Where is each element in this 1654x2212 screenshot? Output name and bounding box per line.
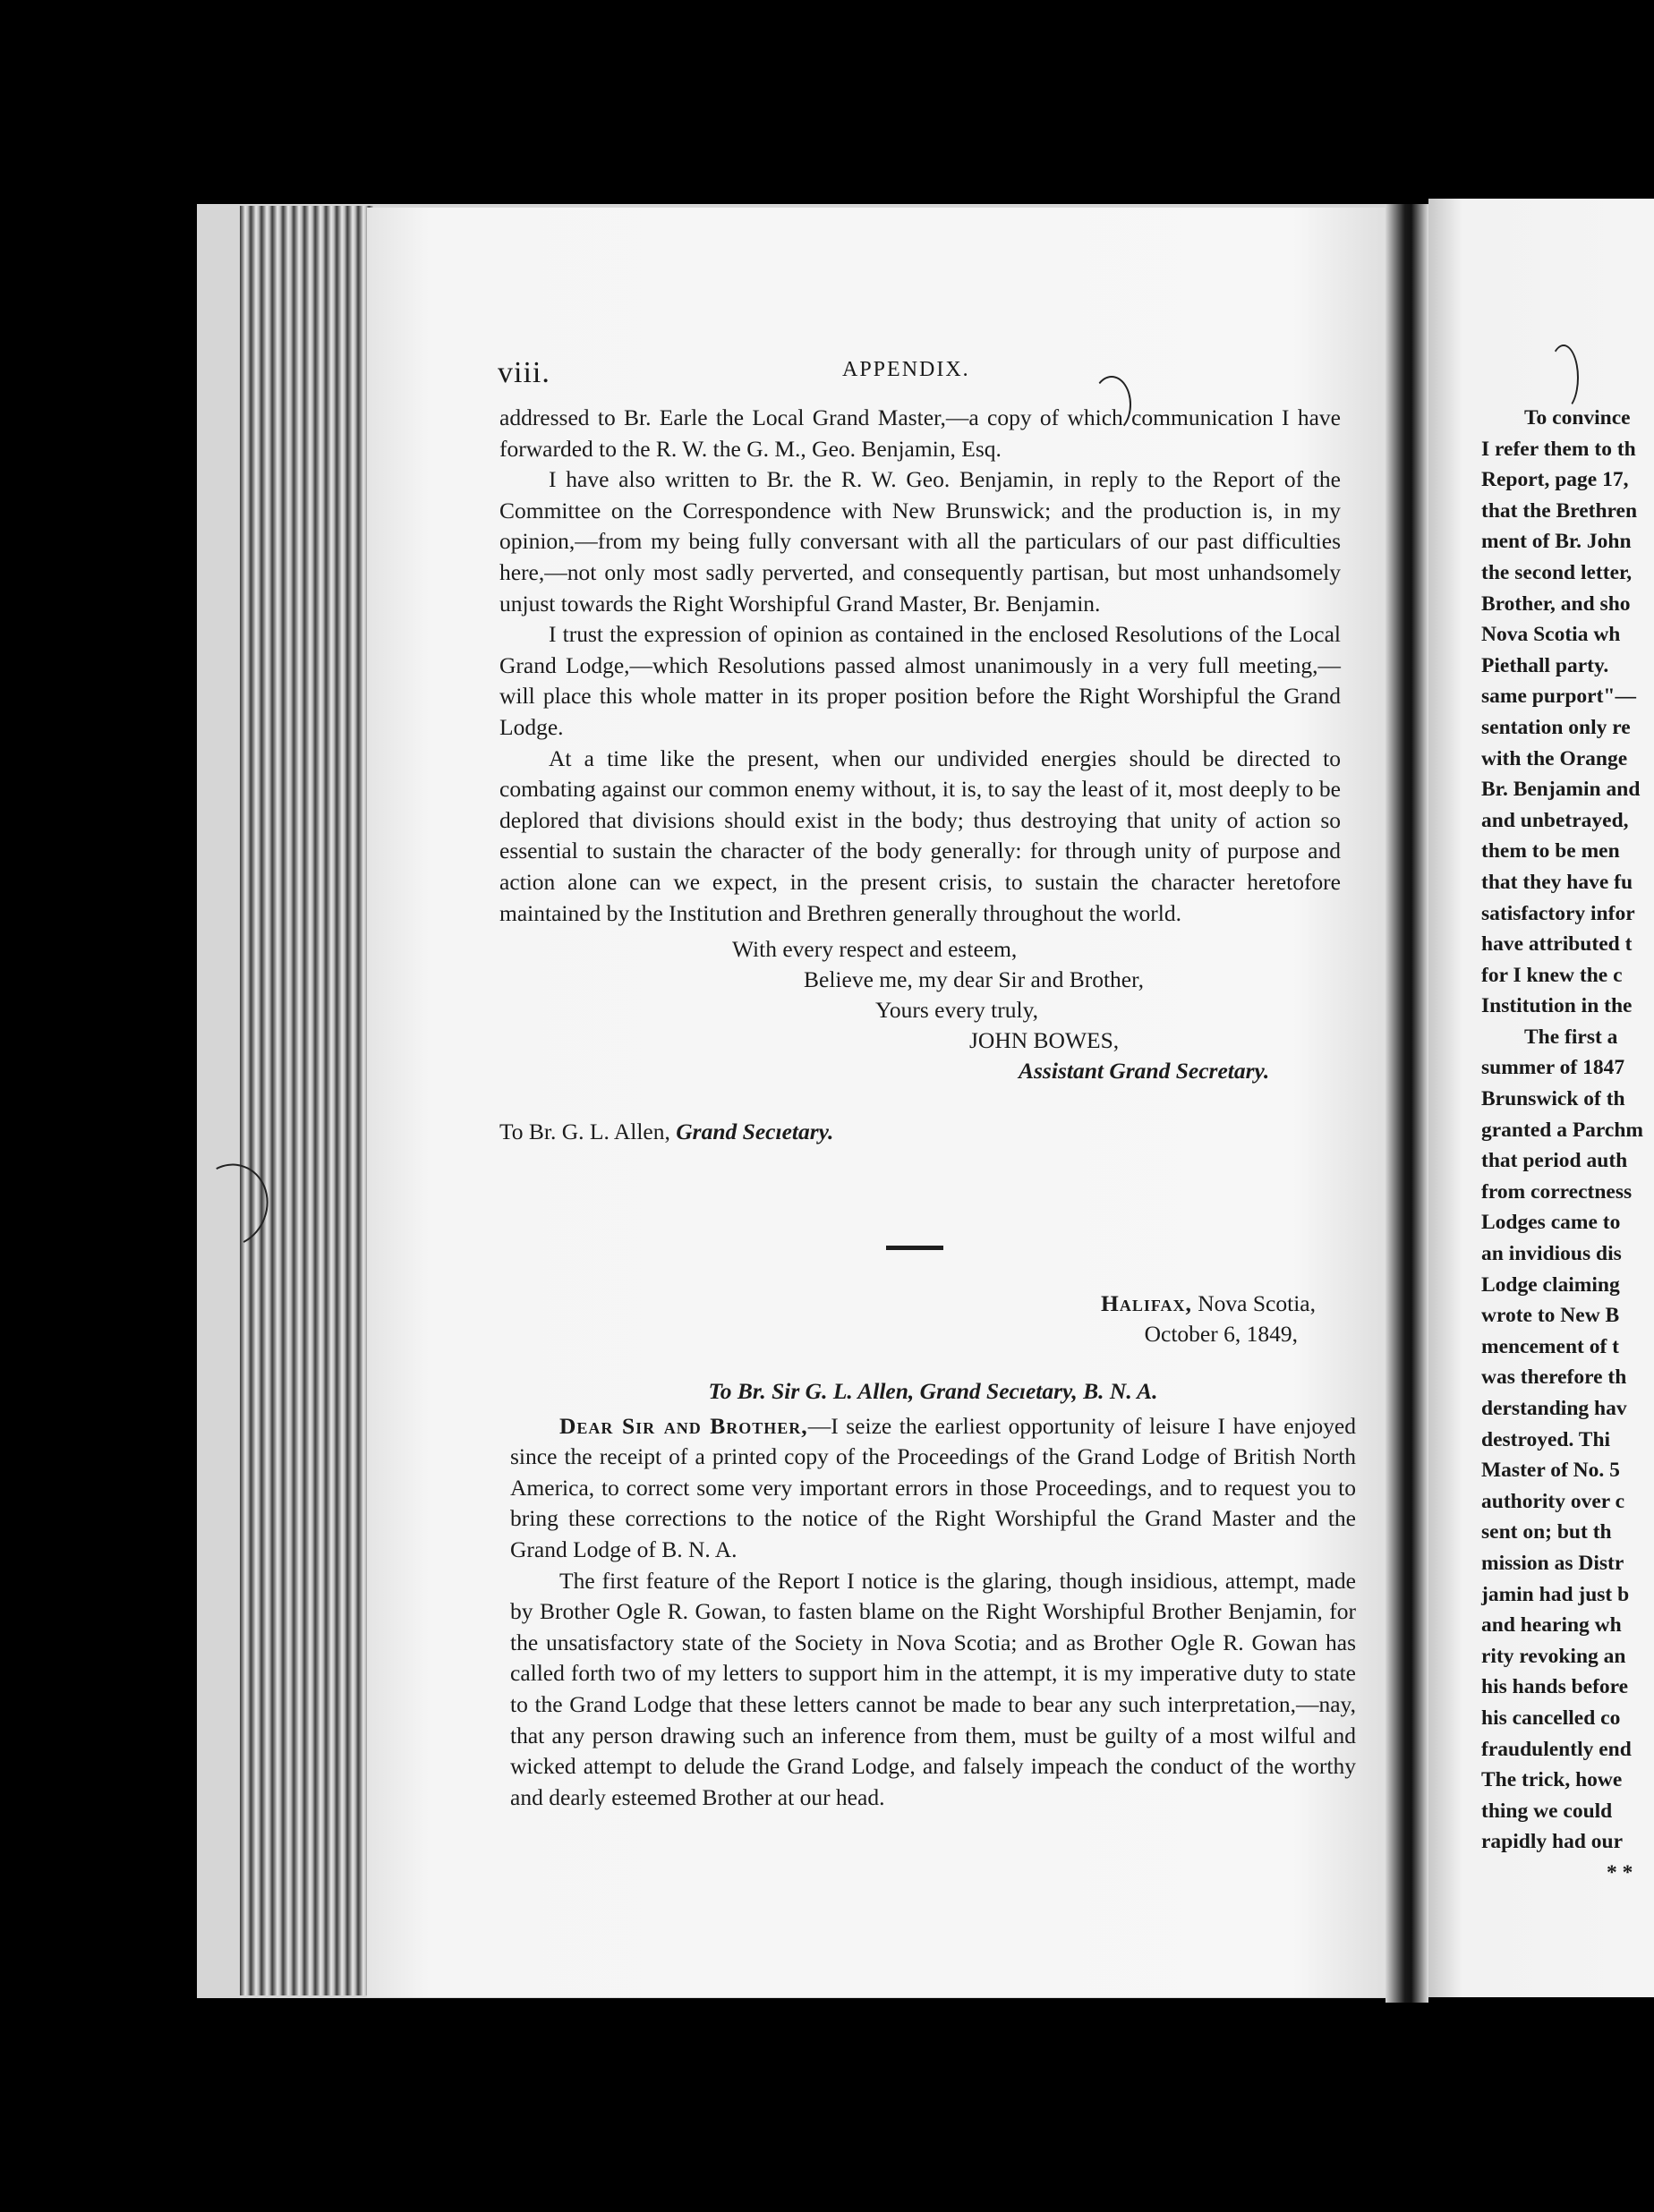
addressee-name: To Br. G. L. Allen, [499,1119,670,1145]
paragraph: The first feature of the Report I notice is the glaring, though insidious, attempt, made by Brother Ogle R. Gowan, to fasten blame on the Right Worshipful Brother Benjamin, for the unsatisfactory state of the Society in Nova Scotia; and as Brother Ogle R. Gowan has called forth two of my letters to support him in the attempt, it is my imperative duty to state to the Grand Lodge that these letters cannot be made to bear any such interpretation,—nay, that any person drawing such an inference from them, must be guilty of a most wilful and wicked attempt to delude the Grand Lodge, and falsely impeach the conduct of the worthy and dearly esteemed Brother at our head. [510,1567,1356,1810]
right-page-line: and unbetrayed, [1481,808,1629,832]
right-page-line: from correctness [1481,1179,1633,1204]
page-number: viii. [498,356,550,389]
book-gutter [1385,204,1428,2003]
paragraph: addressed to Br. Earle the Local Grand Master,—a copy of which communication I have forwarded to the R. W. the G. M., Geo. Benjamin, Esq. [499,404,1341,462]
right-page-line: Br. Benjamin and [1481,778,1641,802]
right-page-line: Master of No. 5 [1481,1459,1620,1483]
right-page-line: To convince [1524,406,1631,430]
section-divider [886,1246,943,1250]
letter-one [499,403,1341,1148]
paragraph-text: —I seize the earliest opportunity of leisure I have enjoyed since the receipt of a printed copy of the Proceedings of the Grand Lodge of British North America, to correct some very important errors in those Proceedings, and to request you to bring these corrections to the notice of the Right Worshipful the Grand Master and the Grand Lodge of B. N. A. [510,1412,1357,1562]
right-page-line: with the Orange [1481,746,1628,770]
right-page-line: Piethall party. [1481,653,1609,677]
right-page-line: mission as Distr [1481,1551,1624,1575]
signature-title: Assistant Grand Secretary. [1019,1058,1270,1085]
right-page-line: and hearing wh [1481,1613,1622,1638]
right-page-line: thing we could [1481,1799,1613,1823]
right-page-line: authority over c [1481,1489,1625,1513]
right-page-line: sentation only re [1481,715,1631,739]
letter-recipient: To Br. Sir G. L. Allen, Grand Secıetary, B. N. A. [708,1378,1158,1404]
right-page-line: that period auth [1481,1149,1628,1173]
paragraph: At a time like the present, when our undivided energies should be directed to combating against our common enemy without, it is, to say the least of it, most deeply to be deplored that divisions should exist in the body; thus destroying that unity of action so essential to sustain the character of the body generally: for through unity of purpose and action alone can we expect, in the present crisis, to sustain the character heretofore maintained by the Institution and Brethren generally throughout the world. [499,744,1341,926]
right-page-line: destroyed. Thi [1481,1427,1611,1451]
signature: JOHN BOWES, [969,1027,1120,1054]
right-page-line: granted a Parchm [1481,1118,1644,1142]
closing-line: With every respect and esteem, [732,936,1018,963]
right-page-line: The first a [1524,1025,1618,1049]
pencil-mark [1092,376,1131,433]
right-page-line: sent on; but th [1481,1520,1612,1544]
right-page-line: ment of Br. John [1481,530,1632,554]
right-page-text [1481,403,1654,1889]
right-page-line: for I knew the c [1481,963,1623,987]
right-page-line: Brunswick of th [1481,1087,1625,1111]
right-page-line: the second letter, [1481,560,1633,584]
right-page-line: The trick, howe [1481,1768,1623,1792]
paragraph: I trust the expression of opinion as contained in the enclosed Resolutions of the Local Grand Lodge,—which Resolutions passed almost unanimously in a very full meeting,—will place this whole matter in its proper position before the Right Worshipful the Grand Lodge. [499,621,1341,740]
right-page-line: same purport"— [1481,685,1636,709]
letter-date: October 6, 1849, [1144,1321,1298,1347]
right-page-line: that the Brethren [1481,498,1638,523]
right-page-line: his hands before [1481,1675,1629,1699]
salutation: Dear Sir and Brother, [559,1412,808,1439]
place-region: Nova Scotia, [1198,1290,1316,1316]
right-page-line: Lodge claiming [1481,1272,1620,1297]
page-header-title: APPENDIX. [842,358,970,381]
right-page-line: Institution in the [1481,994,1633,1018]
pencil-mark [1548,345,1579,411]
right-page-line: an invidious dis [1481,1242,1622,1266]
running-head [498,356,1339,397]
right-page-line: rapidly had our [1481,1830,1624,1854]
paragraph: I have also written to Br. the R. W. Geo. Benjamin, in reply to the Report of the Committee on the Correspondence with New Brunswick; and the production is, in my opinion,—from my being fully conversant with all the particulars of our past difficulties here,—not only most sadly perverted, and consequently partisan, but most unhandsomely unjust towards the Right Worshipful Grand Master, Br. Benjamin. [499,466,1341,617]
letter-two [510,1376,1356,1813]
right-page-line: Lodges came to [1481,1211,1621,1235]
right-page-line: I refer them to th [1481,437,1636,461]
right-page-line: them to be men [1481,839,1620,864]
right-page-line: that they have fu [1481,870,1633,894]
right-page-line: summer of 1847 [1481,1056,1625,1080]
addressee-title: Grand Secıetary. [676,1119,834,1145]
right-page-line: have attributed t [1481,932,1633,957]
letter-closing [499,929,1341,1117]
place-city: Halifax, [1101,1290,1192,1316]
right-page-line: his cancelled co [1481,1706,1621,1730]
closing-line: Believe me, my dear Sir and Brother, [804,966,1144,993]
right-page-line: Brother, and sho [1481,591,1631,616]
right-page-line: Report, page 17, [1481,468,1629,492]
place-line [1101,1289,1316,1320]
right-page-line: Nova Scotia wh [1481,623,1621,647]
right-page-line: jamin had just b [1481,1582,1630,1606]
right-page-line: * * [1607,1860,1633,1884]
paragraph [510,1411,1356,1566]
right-page-line: was therefore th [1481,1365,1627,1390]
right-page-line: satisfactory infor [1481,901,1635,925]
right-page-line: mencement of t [1481,1334,1619,1358]
addressee [499,1117,1341,1148]
right-page-line: derstanding hav [1481,1397,1627,1420]
right-page-line: rity revoking an [1481,1644,1626,1668]
right-page-line: fraudulently end [1481,1737,1632,1761]
closing-line: Yours every truly, [875,997,1039,1024]
right-page-line: wrote to New B [1481,1304,1620,1328]
page-edges [240,206,374,1995]
